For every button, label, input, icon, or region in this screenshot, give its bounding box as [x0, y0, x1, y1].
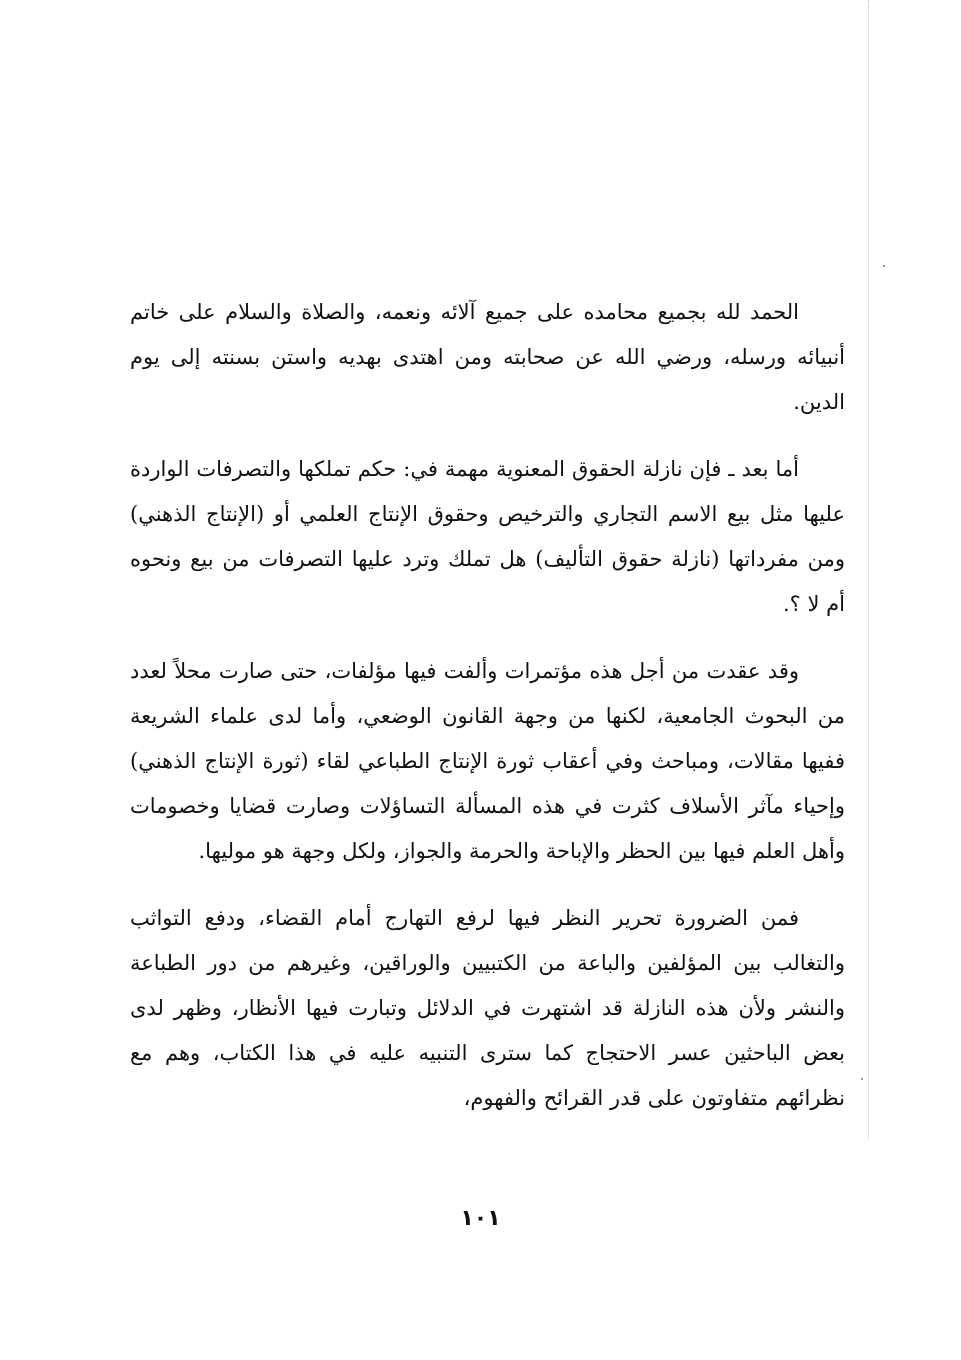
page-number: ١٠١: [460, 1206, 501, 1231]
paragraph-topic-intro: أما بعد ـ فإن نازلة الحقوق المعنوية مهمة في: حكم تملكها والتصرفات الواردة عليها مثل بيع الاسم التجاري والترخيص وحقوق الإنتاج العلمي أو (الإنتاج الذهني) ومن مفرداتها (نازلة حقوق التأليف) هل تملك وترد عليها التصرفات من بيع ونحوه أم لا ؟.: [130, 457, 845, 616]
paragraph-opening-praise: الحمد لله بجميع محامده على جميع آلائه ونعمه، والصلاة والسلام على خاتم أنبيائه ورسله، ورضي الله عن صحابته ومن اهتدى بهديه واستن بسنته إلى يوم الدين.: [130, 300, 845, 414]
paragraph-necessity: فمن الضرورة تحرير النظر فيها لرفع التهارج أمام القضاء، ودفع التواثب والتغالب بين المؤلفين والباعة من الكتبيين والوراقين، وغيرهم من دور الطباعة والنشر ولأن هذه النازلة قد اشتهرت في الدلائل وتبارت فيها الأنظار، وظهر لدى بعض الباحثين عسر الاحتجاج كما سترى التنبيه عليه في هذا الكتاب، وهم مع نظرائهم متفاوتون على قدر القرائح والفهوم،: [130, 906, 845, 1110]
paragraph-conferences: وقد عقدت من أجل هذه مؤتمرات وألفت فيها مؤلفات، حتى صارت محلاً لعدد من البحوث الجامعية، لكنها من وجهة القانون الوضعي، وأما لدى علماء الشريعة ففيها مقالات، ومباحث وفي أعقاب ثورة الإنتاج الطباعي لقاء (ثورة الإنتاج الذهني) وإحياء مآثر الأسلاف كثرت في هذه المسألة التساؤلات وصارت قضايا وخصومات وأهل العلم فيها بين الحظر والإباحة والحرمة والجواز، ولكل وجهة هو موليها.: [130, 659, 845, 863]
scan-speck: [883, 265, 885, 267]
scan-speck: [861, 1078, 863, 1080]
margin-dotted-line: [866, 0, 869, 1140]
body-text: [130, 290, 845, 1143]
